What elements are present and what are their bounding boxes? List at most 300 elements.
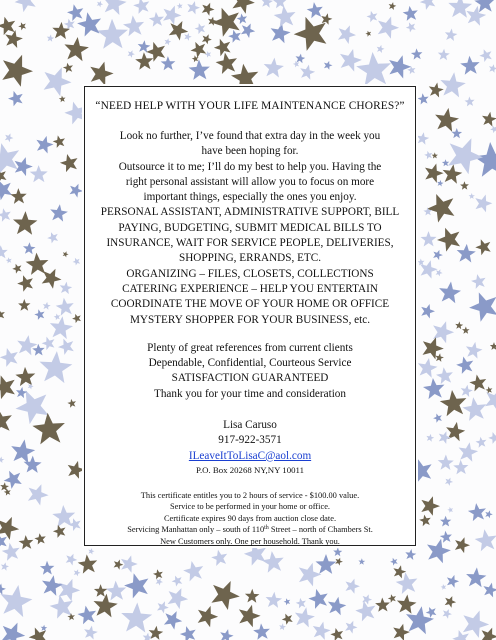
decorative-star xyxy=(205,51,211,58)
fine-print-line: Certificate expires 90 days from auction close date. xyxy=(163,513,337,523)
contact-po-box: P.O. Box 20268 NY,NY 10011 xyxy=(196,464,304,475)
decorative-star xyxy=(16,390,49,424)
decorative-star xyxy=(232,0,254,14)
decorative-star xyxy=(123,15,144,36)
service-line: PERSONAL ASSISTANT, ADMINISTRATIVE SUPPORT, BILL xyxy=(100,206,400,219)
decorative-star xyxy=(355,601,375,622)
decorative-star xyxy=(296,598,306,609)
fine-print-text: Servicing Manhattan only – south of 110 xyxy=(127,525,265,535)
decorative-star xyxy=(463,397,487,421)
decorative-star xyxy=(279,623,286,630)
decorative-star xyxy=(459,442,479,462)
decorative-star xyxy=(340,49,362,72)
decorative-star xyxy=(440,72,465,97)
decorative-star xyxy=(475,195,492,213)
decorative-star xyxy=(28,484,49,505)
decorative-star xyxy=(313,622,331,640)
decorative-star xyxy=(455,537,470,553)
decorative-star xyxy=(420,0,436,10)
fine-print xyxy=(85,490,415,547)
intro-line: important things, especially the ones you enjoy. xyxy=(143,191,357,204)
decorative-star xyxy=(469,193,475,199)
decorative-star xyxy=(0,585,32,617)
decorative-star xyxy=(56,298,74,316)
decorative-star xyxy=(42,269,62,289)
decorative-star xyxy=(0,534,7,549)
decorative-star xyxy=(433,321,454,343)
reference-line: Dependable, Confidential, Courteous Service xyxy=(148,357,352,370)
decorative-star xyxy=(88,548,94,554)
decorative-star xyxy=(180,626,196,640)
decorative-star xyxy=(239,605,261,628)
decorative-star xyxy=(143,633,153,640)
decorative-star xyxy=(41,625,48,631)
decorative-star xyxy=(0,17,15,35)
decorative-star xyxy=(393,565,406,578)
decorative-star xyxy=(64,19,75,30)
decorative-star xyxy=(90,62,113,86)
decorative-star xyxy=(365,31,371,37)
decorative-star xyxy=(308,589,327,609)
decorative-star xyxy=(448,0,472,18)
decorative-star xyxy=(183,561,203,581)
decorative-star xyxy=(0,408,12,433)
decorative-star xyxy=(440,516,451,527)
decorative-star xyxy=(211,581,239,610)
contact-phone: 917-922-3571 xyxy=(218,434,282,447)
fine-print-line: Service to be performed in your home or office. xyxy=(169,502,331,512)
decorative-star xyxy=(420,260,438,278)
decorative-star xyxy=(455,321,463,329)
decorative-star xyxy=(345,621,357,634)
decorative-star xyxy=(367,11,378,22)
decorative-star xyxy=(375,598,390,612)
decorative-star xyxy=(451,128,462,138)
decorative-star xyxy=(485,510,493,518)
decorative-star xyxy=(133,0,149,14)
decorative-star xyxy=(261,0,273,8)
ordinal-suffix: th xyxy=(264,525,269,532)
decorative-star xyxy=(388,594,396,603)
decorative-star xyxy=(0,143,19,174)
decorative-star xyxy=(58,339,74,355)
decorative-star xyxy=(465,97,475,107)
service-line: CATERING EXPERIENCE – HELP YOU ENTERTAIN xyxy=(122,282,378,295)
decorative-star xyxy=(441,584,447,590)
fine-print-line: This certificate entitles you to 2 hours of service - $100.00 value. xyxy=(140,490,360,500)
decorative-star xyxy=(26,253,49,275)
decorative-star xyxy=(78,554,98,573)
decorative-star xyxy=(396,572,418,594)
decorative-star xyxy=(0,457,4,464)
decorative-star xyxy=(389,2,397,10)
decorative-star xyxy=(59,579,81,602)
decorative-star xyxy=(32,413,65,445)
decorative-star xyxy=(72,314,81,323)
decorative-star xyxy=(421,231,437,246)
decorative-star xyxy=(47,232,58,243)
decorative-star xyxy=(4,489,11,496)
decorative-star xyxy=(273,0,287,8)
service-line: ORGANIZING – FILES, CLOSETS, COLLECTIONS xyxy=(126,267,374,280)
decorative-star xyxy=(436,269,443,276)
decorative-star xyxy=(437,228,460,252)
decorative-star xyxy=(425,164,444,183)
reference-line: Thank you for your time and consideration xyxy=(153,387,346,400)
intro-line: Look no further, I’ve found that extra day in the week you xyxy=(119,130,381,142)
decorative-star xyxy=(439,282,461,304)
decorative-star xyxy=(169,21,188,41)
decorative-star xyxy=(300,65,315,80)
decorative-star xyxy=(6,257,12,263)
decorative-star xyxy=(0,208,11,221)
decorative-star xyxy=(489,64,496,73)
decorative-star xyxy=(417,132,429,145)
decorative-star xyxy=(461,385,473,397)
decorative-star xyxy=(121,603,152,633)
decorative-star xyxy=(0,482,9,491)
decorative-star xyxy=(393,624,410,640)
decorative-star xyxy=(2,55,33,87)
decorative-star xyxy=(195,23,206,34)
decorative-star xyxy=(0,584,6,595)
decorative-star xyxy=(417,259,424,266)
decorative-star xyxy=(220,629,233,640)
decorative-star xyxy=(172,576,183,587)
decorative-star xyxy=(294,17,327,51)
decorative-star xyxy=(453,460,468,475)
decorative-star xyxy=(405,549,416,560)
decorative-star xyxy=(43,302,51,310)
decorative-star xyxy=(418,93,429,104)
decorative-star xyxy=(66,554,78,566)
decorative-star xyxy=(34,533,45,544)
decorative-star xyxy=(378,17,399,39)
decorative-star xyxy=(191,42,207,58)
decorative-star xyxy=(245,589,260,603)
decorative-star xyxy=(358,558,365,565)
decorative-star xyxy=(490,126,496,134)
decorative-star xyxy=(403,6,418,21)
decorative-star xyxy=(457,244,476,263)
decorative-star xyxy=(460,181,469,189)
decorative-star xyxy=(138,40,151,53)
reference-line: SATISFACTION GUARANTEED xyxy=(171,372,329,385)
decorative-star xyxy=(228,30,241,43)
decorative-star xyxy=(406,22,416,32)
decorative-star xyxy=(94,584,107,597)
decorative-star xyxy=(17,275,33,292)
decorative-star xyxy=(78,606,97,625)
decorative-star xyxy=(184,33,191,41)
decorative-star xyxy=(435,108,459,132)
decorative-star xyxy=(421,496,440,516)
decorative-star xyxy=(44,67,72,96)
decorative-star xyxy=(15,367,35,386)
service-line: PAYING, BUDGETING, SUBMIT MEDICAL BILLS TO xyxy=(118,221,382,234)
decorative-star xyxy=(437,180,444,187)
decorative-star xyxy=(202,3,215,16)
decorative-star xyxy=(34,309,44,320)
decorative-star xyxy=(296,54,306,64)
decorative-star xyxy=(0,309,5,319)
decorative-star xyxy=(187,1,200,14)
decorative-star xyxy=(67,4,83,21)
decorative-star xyxy=(5,133,14,142)
decorative-star xyxy=(466,567,486,587)
decorative-star xyxy=(216,53,237,75)
service-line: MYSTERY SHOPPER FOR YOUR BUSINESS, etc. xyxy=(129,313,371,326)
decorative-star xyxy=(0,245,8,258)
decorative-star xyxy=(121,555,138,572)
decorative-star xyxy=(447,507,453,513)
decorative-star xyxy=(237,14,247,25)
decorative-star xyxy=(377,45,385,53)
decorative-star xyxy=(284,598,291,605)
decorative-star xyxy=(475,239,490,255)
decorative-star xyxy=(97,19,128,49)
decorative-star xyxy=(18,22,26,30)
decorative-star xyxy=(445,478,453,486)
decorative-star xyxy=(50,204,68,221)
decorative-star xyxy=(295,607,315,627)
decorative-star xyxy=(59,96,66,103)
decorative-star xyxy=(397,595,417,614)
decorative-star xyxy=(445,29,458,42)
decorative-star xyxy=(321,13,332,24)
decorative-star xyxy=(429,83,444,98)
decorative-star xyxy=(19,535,34,549)
decorative-star xyxy=(84,626,98,640)
decorative-star xyxy=(482,112,496,127)
decorative-star xyxy=(456,357,473,374)
headline: “NEED HELP WITH YOUR LIFE MAINTENANCE CHORES?” xyxy=(95,100,405,112)
decorative-star xyxy=(68,461,85,479)
decorative-star xyxy=(328,597,346,616)
decorative-star xyxy=(15,157,33,176)
decorative-star xyxy=(50,316,73,339)
decorative-star xyxy=(198,606,218,627)
decorative-star xyxy=(438,49,450,61)
decorative-star xyxy=(73,258,81,266)
decorative-star xyxy=(469,375,486,392)
decorative-star xyxy=(490,342,496,350)
decorative-star xyxy=(0,180,12,200)
decorative-star xyxy=(274,6,296,28)
decorative-star xyxy=(149,12,164,27)
decorative-star xyxy=(426,434,434,442)
decorative-star xyxy=(47,35,54,42)
decorative-star xyxy=(356,52,391,86)
decorative-star xyxy=(488,432,496,444)
decorative-star xyxy=(433,414,442,423)
decorative-star xyxy=(427,194,455,223)
decorative-star xyxy=(439,431,451,444)
decorative-star xyxy=(485,386,492,393)
decorative-star xyxy=(5,30,23,48)
services-list xyxy=(85,205,415,327)
decorative-star xyxy=(114,560,124,570)
decorative-star xyxy=(419,515,431,527)
decorative-star xyxy=(164,611,182,630)
contact-email-link[interactable]: ILeaveItToLisaC@aol.com xyxy=(188,449,312,462)
decorative-star xyxy=(338,25,356,44)
decorative-star xyxy=(435,353,444,362)
decorative-star xyxy=(479,49,491,62)
contact-name: Lisa Caruso xyxy=(223,419,277,432)
decorative-star xyxy=(418,358,438,378)
decorative-star xyxy=(0,517,19,540)
decorative-star xyxy=(462,327,470,334)
decorative-star xyxy=(74,569,81,576)
decorative-star xyxy=(440,390,467,416)
decorative-star xyxy=(424,151,432,159)
decorative-star xyxy=(18,299,30,311)
decorative-star xyxy=(168,588,189,609)
decorative-star xyxy=(299,563,322,587)
decorative-star xyxy=(483,583,496,598)
decorative-star xyxy=(443,164,463,184)
decorative-star xyxy=(106,581,126,601)
decorative-star xyxy=(335,558,343,566)
decorative-star xyxy=(135,52,153,70)
decorative-star xyxy=(165,38,172,45)
decorative-star xyxy=(63,251,69,257)
decorative-star xyxy=(157,601,169,613)
decorative-star xyxy=(473,142,496,177)
decorative-star xyxy=(8,91,23,106)
decorative-star xyxy=(436,367,453,384)
decorative-star xyxy=(156,578,163,586)
decorative-star xyxy=(316,554,337,574)
decorative-star xyxy=(15,0,36,12)
decorative-star xyxy=(40,561,55,575)
decorative-star xyxy=(36,136,53,154)
decorative-star xyxy=(481,628,496,640)
decorative-star xyxy=(13,211,37,235)
decorative-star xyxy=(211,550,227,566)
decorative-star xyxy=(64,102,86,125)
service-line: COORDINATE THE MOVE OF YOUR HOME OR OFFICE xyxy=(110,298,390,311)
decorative-star xyxy=(324,61,333,70)
decorative-star xyxy=(202,34,212,44)
intro-line: right personal assistant will allow you to focus on more xyxy=(125,175,375,188)
decorative-star xyxy=(30,165,48,182)
intro-line: Outsource it to me; I’ll do my best to help you. Having the xyxy=(118,160,382,173)
decorative-star xyxy=(440,531,452,543)
intro-paragraph xyxy=(85,129,415,205)
decorative-star xyxy=(64,37,89,61)
fine-print-line xyxy=(85,524,415,535)
decorative-star xyxy=(153,569,163,579)
contact-block xyxy=(85,418,415,476)
decorative-star xyxy=(446,422,465,441)
decorative-star xyxy=(1,562,9,570)
decorative-star xyxy=(330,628,343,640)
decorative-star xyxy=(1,623,25,640)
decorative-star xyxy=(445,596,456,608)
decorative-star xyxy=(427,539,451,564)
decorative-star xyxy=(264,58,284,78)
decorative-star xyxy=(17,335,37,355)
decorative-star xyxy=(466,342,483,359)
decorative-star xyxy=(12,264,21,274)
decorative-star xyxy=(10,188,26,204)
certificate-panel xyxy=(84,86,416,546)
service-line: SHOPPING, ERRANDS, ETC. xyxy=(178,252,322,265)
decorative-star xyxy=(23,242,36,254)
decorative-star xyxy=(390,558,398,566)
decorative-star xyxy=(177,3,183,9)
decorative-star xyxy=(476,437,487,448)
decorative-star xyxy=(442,159,449,166)
decorative-star xyxy=(307,2,323,18)
decorative-star xyxy=(60,282,72,295)
decorative-star xyxy=(50,595,73,619)
decorative-star xyxy=(60,154,78,172)
decorative-star xyxy=(447,575,459,588)
decorative-star xyxy=(471,274,486,289)
fine-print-text: Street – north of Chambers St. xyxy=(268,525,373,535)
decorative-star xyxy=(346,579,360,594)
decorative-star xyxy=(433,250,443,260)
decorative-star xyxy=(189,59,210,80)
fine-print-line: New Customers only. One per household. Thank you. xyxy=(160,536,340,546)
decorative-star xyxy=(40,351,73,383)
decorative-star xyxy=(438,455,454,471)
decorative-star xyxy=(266,592,283,608)
decorative-star xyxy=(333,547,342,556)
decorative-star xyxy=(475,529,496,551)
decorative-star xyxy=(282,614,293,625)
decorative-star xyxy=(411,48,423,59)
decorative-star xyxy=(212,8,240,37)
decorative-star xyxy=(0,348,18,367)
decorative-star xyxy=(241,24,255,39)
decorative-star xyxy=(432,152,438,158)
decorative-star xyxy=(70,184,83,198)
decorative-star xyxy=(389,55,411,78)
decorative-star xyxy=(293,61,299,68)
decorative-star xyxy=(460,56,479,75)
intro-line: have been hoping for. xyxy=(201,145,299,158)
service-line: INSURANCE, WAIT FOR SERVICE PEOPLE, DELIVERIES, xyxy=(106,237,394,250)
decorative-star xyxy=(214,39,231,56)
decorative-star xyxy=(128,50,135,58)
decorative-star xyxy=(97,1,103,8)
decorative-star xyxy=(103,0,127,15)
reference-line: Plenty of great references from current clients xyxy=(147,341,353,354)
decorative-star xyxy=(67,399,76,408)
decorative-star xyxy=(63,63,73,73)
decorative-star xyxy=(16,387,27,398)
decorative-star xyxy=(485,389,496,412)
decorative-star xyxy=(443,609,452,619)
decorative-star xyxy=(53,135,65,148)
decorative-star xyxy=(421,304,435,319)
references-block xyxy=(85,341,415,402)
decorative-star xyxy=(124,573,148,598)
decorative-star xyxy=(468,503,486,521)
decorative-star xyxy=(0,375,15,399)
decorative-star xyxy=(54,314,61,321)
decorative-star xyxy=(53,525,66,538)
decorative-star xyxy=(469,292,496,321)
decorative-star xyxy=(253,623,270,639)
decorative-star xyxy=(452,630,469,640)
decorative-star xyxy=(262,551,284,573)
decorative-star xyxy=(426,607,437,618)
